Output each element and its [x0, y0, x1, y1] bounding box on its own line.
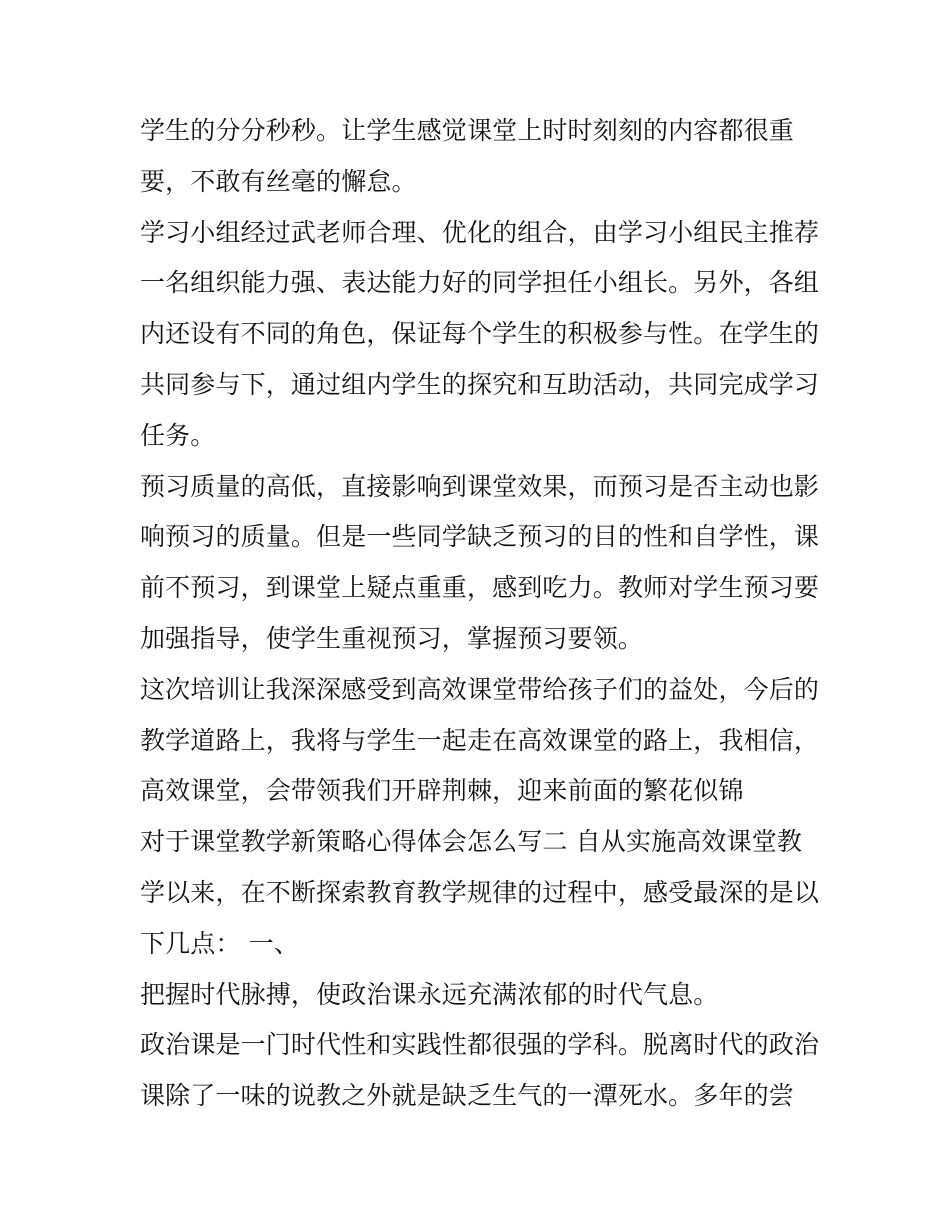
- text-line-16: 学以来，在不断探索教育教学规律的过程中，感受最深的是以: [140, 877, 820, 907]
- text-line-15: 对于课堂教学新策略心得体会怎么写二 自从实施高效课堂教: [140, 827, 802, 857]
- text-line-2: 要，不敢有丝毫的懈怠。: [140, 166, 417, 196]
- text-line-17: 下几点： 一、: [140, 928, 299, 958]
- text-line-1: 学生的分分秒秒。让学生感觉课堂上时时刻刻的内容都很重: [140, 116, 794, 145]
- text-line-13: 教学道路上，我将与学生一起走在高效课堂的路上，我相信，: [140, 725, 820, 755]
- text-line-14: 高效课堂，会带领我们开辟荆棘，迎来前面的繁花似锦: [140, 776, 744, 806]
- document-body-text: [140, 106, 820, 1122]
- text-line-3: 学习小组经过武老师合理、优化的组合，由学习小组民主推荐: [140, 217, 820, 247]
- text-line-6: 共同参与下，通过组内学生的探究和互助活动，共同完成学习: [140, 369, 820, 399]
- text-line-7: 任务。: [140, 420, 216, 450]
- text-line-10: 前不预习，到课堂上疑点重重，感到吃力。教师对学生预习要: [140, 573, 820, 603]
- text-line-12: 这次培训让我深深感受到高效课堂带给孩子们的益处，今后的: [140, 674, 820, 704]
- text-line-5: 内还设有不同的角色，保证每个学生的积极参与性。在学生的: [140, 319, 820, 349]
- text-line-9: 响预习的质量。但是一些同学缺乏预习的目的性和自学性，课: [140, 522, 820, 552]
- text-line-18: 把握时代脉搏，使政治课永远充满浓郁的时代气息。: [140, 979, 719, 1009]
- text-line-4: 一名组织能力强、表达能力好的同学担任小组长。另外，各组: [140, 268, 820, 298]
- text-line-11: 加强指导，使学生重视预习，掌握预习要领。: [140, 623, 644, 653]
- text-line-19: 政治课是一门时代性和实践性都很强的学科。脱离时代的政治: [140, 1030, 820, 1060]
- text-line-8: 预习质量的高低，直接影响到课堂效果，而预习是否主动也影: [140, 471, 820, 501]
- text-line-20: 课除了一味的说教之外就是缺乏生气的一潭死水。多年的尝: [140, 1081, 794, 1111]
